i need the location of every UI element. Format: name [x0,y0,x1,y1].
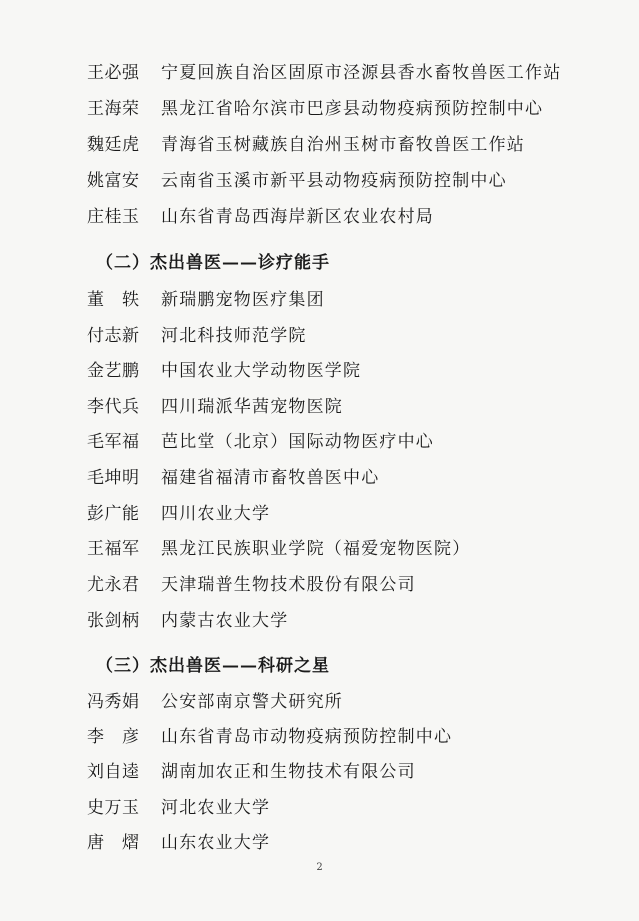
organization: 山东省青岛西海岸新区农业农村局 [161,207,434,227]
organization: 宁夏回族自治区固原市泾源县香水畜牧兽医工作站 [161,63,562,83]
list-item [87,829,270,857]
organization: 天津瑞普生物技术股份有限公司 [161,575,416,595]
organization: 云南省玉溪市新平县动物疫病预防控制中心 [161,171,507,191]
list-item [87,723,452,751]
list-item [87,167,507,195]
list-item [87,286,325,314]
person-name: 魏廷虎 [87,135,140,155]
person-name: 庄桂玉 [87,207,140,227]
organization: 内蒙古农业大学 [161,611,289,631]
person-name: 李 彦 [87,727,140,747]
person-name: 刘自逵 [87,762,140,782]
person-name: 彭广能 [87,504,140,524]
list-item [87,203,434,231]
list-item [87,607,288,635]
organization: 青海省玉树藏族自治州玉树市畜牧兽医工作站 [161,135,525,155]
person-name: 王福军 [87,539,140,559]
list-item [87,59,561,87]
organization: 山东农业大学 [161,833,271,853]
person-name: 冯秀娟 [87,692,140,712]
list-item [87,500,270,528]
person-name: 尤永君 [87,575,140,595]
organization: 黑龙江民族职业学院（福爱宠物医院） [161,539,471,559]
person-name: 毛坤明 [87,468,140,488]
section-heading: （三）杰出兽医——科研之星 [96,656,330,676]
person-name: 李代兵 [87,397,140,417]
organization: 河北科技师范学院 [161,326,307,346]
person-name: 董 轶 [87,290,140,310]
organization: 山东省青岛市动物疫病预防控制中心 [161,727,453,747]
list-item [87,357,361,385]
person-name: 姚富安 [87,171,140,191]
person-name: 王必强 [87,63,140,83]
organization: 福建省福清市畜牧兽医中心 [161,468,380,488]
person-name: 唐 熠 [87,833,140,853]
organization: 新瑞鹏宠物医疗集团 [161,290,325,310]
list-item [87,393,343,421]
list-item [87,535,470,563]
list-item [87,571,416,599]
section-heading: （二）杰出兽医——诊疗能手 [96,253,330,273]
organization: 湖南加农正和生物技术有限公司 [161,762,416,782]
page-number: 2 [316,862,323,873]
list-item [87,322,307,350]
person-name: 付志新 [87,326,140,346]
organization: 四川农业大学 [161,504,271,524]
list-item [87,428,434,456]
list-item [87,688,343,716]
organization: 公安部南京警犬研究所 [161,692,343,712]
organization: 黑龙江省哈尔滨市巴彦县动物疫病预防控制中心 [161,99,544,119]
person-name: 金艺鹏 [87,361,140,381]
list-item [87,794,270,822]
list-item [87,464,379,492]
organization: 四川瑞派华茜宠物医院 [161,397,343,417]
organization: 中国农业大学动物医学院 [161,361,362,381]
organization: 河北农业大学 [161,798,271,818]
list-item [87,758,416,786]
list-item [87,95,543,123]
person-name: 王海荣 [87,99,140,119]
person-name: 史万玉 [87,798,140,818]
organization: 芭比堂（北京）国际动物医疗中心 [161,432,434,452]
person-name: 张剑柄 [87,611,140,631]
list-item [87,131,525,159]
person-name: 毛军福 [87,432,140,452]
